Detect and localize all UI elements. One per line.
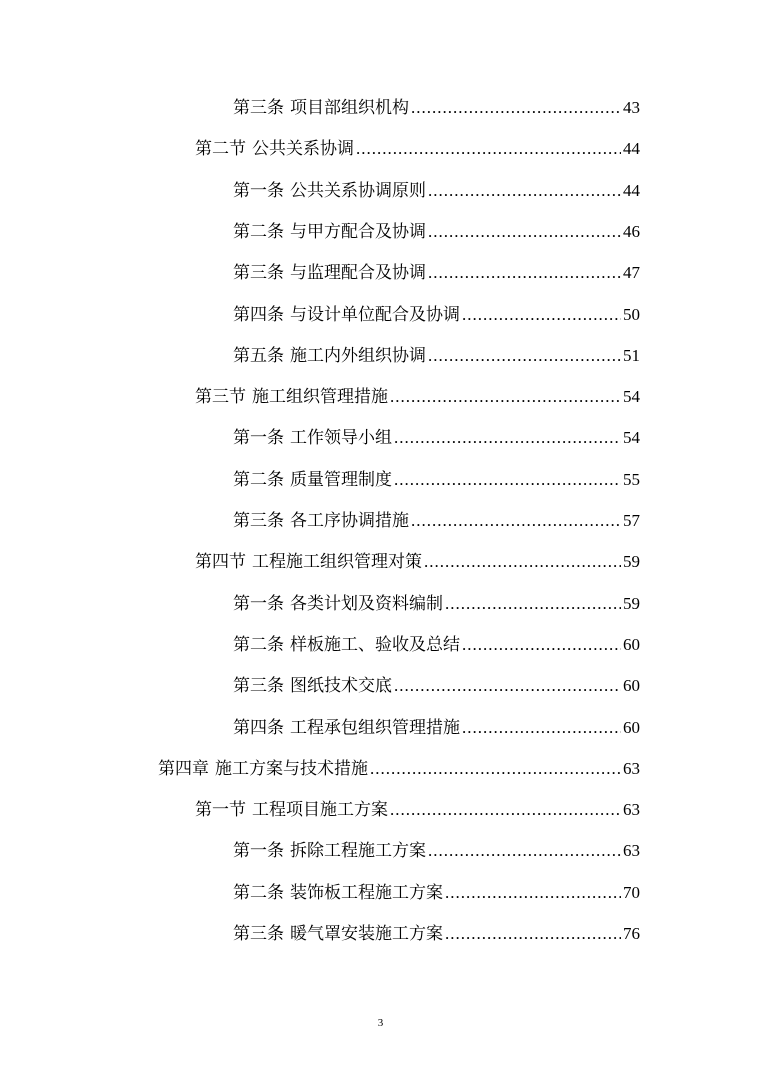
toc-entry-number: 第二条 [233, 222, 284, 242]
dot-leader [462, 717, 621, 739]
toc-entry[interactable] [233, 221, 640, 243]
toc-entry-number: 第一条 [233, 841, 284, 861]
toc-entry-number: 第三条 [233, 676, 284, 696]
dot-leader [356, 138, 621, 160]
dot-leader [428, 180, 621, 202]
toc-entry[interactable] [195, 386, 640, 408]
page-number: 3 [377, 1017, 384, 1029]
toc-entry[interactable] [233, 634, 640, 656]
toc-entry[interactable] [233, 840, 640, 862]
toc-entry-page: 47 [623, 263, 640, 282]
toc-entry[interactable] [233, 469, 640, 491]
toc-entry-title: 拆除工程施工方案 [290, 841, 426, 861]
toc-entry-number: 第三条 [233, 98, 284, 118]
toc-entry-title: 工程施工组织管理对策 [252, 552, 422, 572]
dot-leader [390, 386, 621, 408]
toc-entry-title: 各类计划及资料编制 [290, 594, 443, 614]
toc-entry-page: 76 [623, 924, 640, 943]
toc-entry-title: 项目部组织机构 [290, 98, 409, 118]
toc-entry-number: 第一条 [233, 428, 284, 448]
toc-entry[interactable] [233, 97, 640, 119]
dot-leader [428, 262, 621, 284]
dot-leader [428, 345, 621, 367]
toc-entry-page: 60 [623, 676, 640, 695]
dot-leader [428, 221, 621, 243]
toc-entry-number: 第一条 [233, 181, 284, 201]
dot-leader [394, 427, 621, 449]
toc-entry[interactable] [195, 799, 640, 821]
toc-entry[interactable] [233, 304, 640, 326]
dot-leader [462, 634, 621, 656]
toc-entry-title: 施工内外组织协调 [290, 346, 426, 366]
toc-entry-page: 43 [623, 98, 640, 117]
toc-entry-number: 第三节 [195, 387, 246, 407]
dot-leader [411, 510, 621, 532]
dot-leader [390, 799, 621, 821]
toc-entry-title: 图纸技术交底 [290, 676, 392, 696]
toc-entry-number: 第四条 [233, 718, 284, 738]
dot-leader [370, 758, 621, 780]
dot-leader [428, 840, 621, 862]
toc-entry-number: 第二条 [233, 883, 284, 903]
toc-entry-number: 第五条 [233, 346, 284, 366]
toc-entry-number: 第三条 [233, 924, 284, 944]
toc-entry-page: 46 [623, 222, 640, 241]
toc-entry-title: 施工方案与技术措施 [215, 759, 368, 779]
dot-leader [394, 675, 621, 697]
toc-entry[interactable] [233, 510, 640, 532]
toc-entry-page: 60 [623, 718, 640, 737]
dot-leader [411, 97, 621, 119]
toc-entry-number: 第一节 [195, 800, 246, 820]
toc-entry[interactable] [195, 551, 640, 573]
toc-entry[interactable] [233, 717, 640, 739]
toc-entry-page: 63 [623, 800, 640, 819]
toc-entry-title: 公共关系协调原则 [290, 181, 426, 201]
toc-entry[interactable] [233, 262, 640, 284]
toc-entry-title: 施工组织管理措施 [252, 387, 388, 407]
toc-entry-page: 60 [623, 635, 640, 654]
dot-leader [445, 923, 621, 945]
dot-leader [424, 551, 621, 573]
toc-entry-page: 51 [623, 346, 640, 365]
toc-entry-title: 装饰板工程施工方案 [290, 883, 443, 903]
dot-leader [462, 304, 621, 326]
toc-entry-page: 54 [623, 428, 640, 447]
toc-entry-title: 工程项目施工方案 [252, 800, 388, 820]
toc-entry-title: 与设计单位配合及协调 [290, 305, 460, 325]
toc-entry-title: 各工序协调措施 [290, 511, 409, 531]
dot-leader [445, 593, 621, 615]
toc-entry-page: 44 [623, 181, 640, 200]
toc-entry-title: 公共关系协调 [252, 139, 354, 159]
toc-entry[interactable] [195, 138, 640, 160]
toc-entry-number: 第一条 [233, 594, 284, 614]
toc-entry[interactable] [233, 882, 640, 904]
toc-entry[interactable] [233, 180, 640, 202]
toc-entry-title: 与甲方配合及协调 [290, 222, 426, 242]
toc-entry-title: 质量管理制度 [290, 470, 392, 490]
toc-entry-page: 70 [623, 883, 640, 902]
toc-entry-number: 第二条 [233, 470, 284, 490]
toc-entry[interactable] [233, 427, 640, 449]
toc-entry-number: 第四条 [233, 305, 284, 325]
toc-entry-page: 55 [623, 470, 640, 489]
toc-entry-title: 工程承包组织管理措施 [290, 718, 460, 738]
toc-entry[interactable] [233, 345, 640, 367]
toc-entry[interactable] [158, 758, 640, 780]
toc-entry-page: 44 [623, 139, 640, 158]
toc-entry-page: 54 [623, 387, 640, 406]
toc-entry[interactable] [233, 675, 640, 697]
toc-entry-number: 第四章 [158, 759, 209, 779]
toc-entry-title: 与监理配合及协调 [290, 263, 426, 283]
toc-entry-page: 50 [623, 305, 640, 324]
dot-leader [445, 882, 621, 904]
toc-entry-number: 第三条 [233, 263, 284, 283]
toc-entry-title: 样板施工、验收及总结 [290, 635, 460, 655]
toc-entry-page: 59 [623, 552, 640, 571]
toc-entry-page: 63 [623, 759, 640, 778]
toc-entry-number: 第四节 [195, 552, 246, 572]
toc-entry-page: 59 [623, 594, 640, 613]
toc-entry-page: 63 [623, 841, 640, 860]
toc-entry-page: 57 [623, 511, 640, 530]
toc-entry-title: 暖气罩安装施工方案 [290, 924, 443, 944]
toc-entry[interactable] [233, 593, 640, 615]
dot-leader [394, 469, 621, 491]
toc-entry-number: 第二条 [233, 635, 284, 655]
toc-entry[interactable] [233, 923, 640, 945]
toc-entry-number: 第三条 [233, 511, 284, 531]
toc-entry-title: 工作领导小组 [290, 428, 392, 448]
toc-entry-number: 第二节 [195, 139, 246, 159]
